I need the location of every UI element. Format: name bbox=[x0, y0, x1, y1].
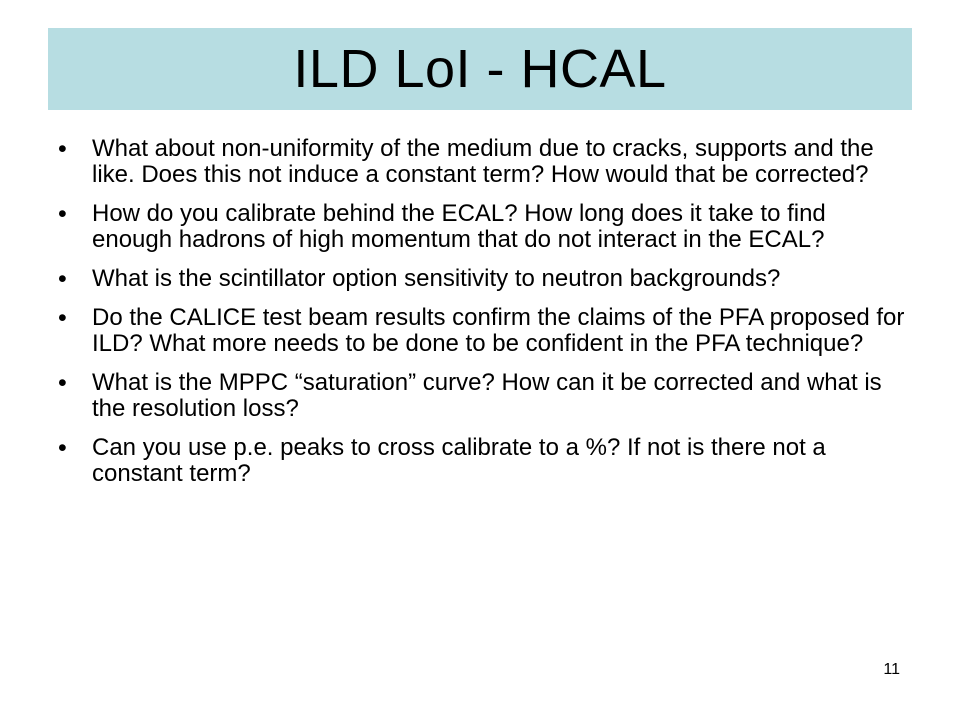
slide-title: ILD LoI - HCAL bbox=[293, 39, 667, 99]
bullet-text: How do you calibrate behind the ECAL? How long does it take to find enough hadrons of high momentum that do not interact in the ECAL? bbox=[92, 200, 826, 253]
bullet-item bbox=[58, 370, 908, 422]
bullet-item bbox=[58, 305, 908, 357]
bullet-icon: • bbox=[58, 265, 67, 293]
bullet-text: What is the scintillator option sensitivity to neutron backgrounds? bbox=[92, 265, 781, 292]
title-bar bbox=[48, 28, 912, 110]
bullet-icon: • bbox=[58, 304, 67, 332]
bullet-icon: • bbox=[58, 135, 67, 163]
bullet-text: What is the MPPC “saturation” curve? How can it be corrected and what is the resolution loss? bbox=[92, 369, 882, 422]
bullet-item bbox=[58, 435, 908, 487]
bullet-text: Can you use p.e. peaks to cross calibrate to a %? If not is there not a constant term? bbox=[92, 434, 826, 487]
bullet-text: Do the CALICE test beam results confirm the claims of the PFA proposed for ILD? What more needs to be done to be confident in the PFA technique? bbox=[92, 304, 905, 357]
bullet-icon: • bbox=[58, 369, 67, 397]
slide-number: 11 bbox=[883, 661, 900, 678]
bullet-item bbox=[58, 136, 908, 188]
bullet-list bbox=[58, 136, 908, 500]
bullet-text: What about non-uniformity of the medium due to cracks, supports and the like. Does this not induce a constant term? How would that be corrected? bbox=[92, 135, 874, 188]
bullet-item bbox=[58, 266, 908, 292]
bullet-icon: • bbox=[58, 200, 67, 228]
bullet-icon: • bbox=[58, 434, 67, 462]
bullet-item bbox=[58, 201, 908, 253]
